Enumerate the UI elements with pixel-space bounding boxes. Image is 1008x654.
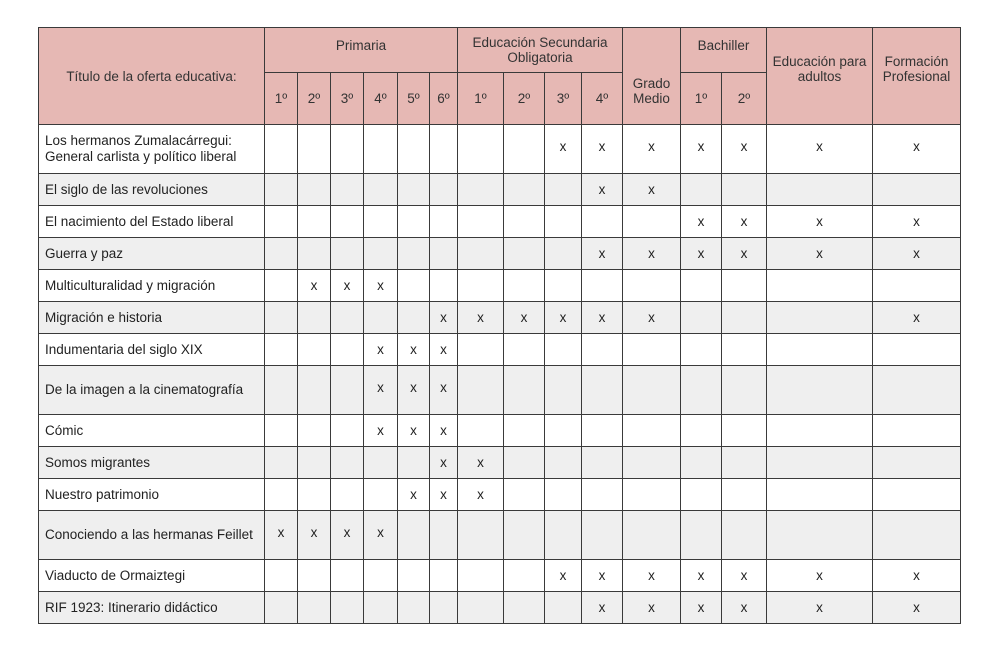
level-cell: x — [722, 125, 767, 174]
level-cell — [398, 270, 430, 302]
level-cell: x — [582, 174, 623, 206]
level-cell: x — [681, 125, 722, 174]
level-cell — [364, 560, 398, 592]
offer-title: Indumentaria del siglo XIX — [39, 334, 265, 366]
level-cell: x — [722, 238, 767, 270]
level-cell — [458, 592, 504, 624]
level-cell: x — [430, 302, 458, 334]
level-cell — [331, 415, 364, 447]
level-cell — [458, 366, 504, 415]
level-cell: x — [873, 592, 961, 624]
level-cell — [265, 238, 298, 270]
level-cell: x — [398, 334, 430, 366]
offer-title: El nacimiento del Estado liberal — [39, 206, 265, 238]
level-cell — [364, 302, 398, 334]
level-cell: x — [298, 270, 331, 302]
level-cell: x — [364, 270, 398, 302]
header-eso-4: 4º — [582, 73, 623, 125]
level-cell: x — [767, 592, 873, 624]
level-cell — [767, 334, 873, 366]
level-cell — [331, 592, 364, 624]
level-cell — [331, 174, 364, 206]
header-bachiller-2: 2º — [722, 73, 767, 125]
level-cell — [364, 206, 398, 238]
level-cell: x — [767, 560, 873, 592]
level-cell — [582, 447, 623, 479]
level-cell — [504, 415, 545, 447]
offer-title: De la imagen a la cinematografía — [39, 366, 265, 415]
level-cell — [331, 302, 364, 334]
level-cell — [545, 511, 582, 560]
level-cell — [430, 238, 458, 270]
level-cell — [398, 592, 430, 624]
level-cell: x — [623, 592, 681, 624]
level-cell — [265, 334, 298, 366]
table-row — [39, 174, 961, 206]
level-cell — [545, 206, 582, 238]
level-cell: x — [545, 125, 582, 174]
level-cell — [458, 270, 504, 302]
level-cell: x — [722, 592, 767, 624]
level-cell — [582, 270, 623, 302]
offer-title: Viaducto de Ormaiztegi — [39, 560, 265, 592]
level-cell — [458, 206, 504, 238]
level-cell — [873, 334, 961, 366]
offer-title: Somos migrantes — [39, 447, 265, 479]
level-cell: x — [681, 592, 722, 624]
level-cell — [458, 560, 504, 592]
level-cell — [331, 238, 364, 270]
level-cell: x — [873, 206, 961, 238]
level-cell — [458, 125, 504, 174]
table-row — [39, 334, 961, 366]
level-cell: x — [364, 334, 398, 366]
table-row — [39, 511, 961, 560]
level-cell: x — [722, 206, 767, 238]
level-cell — [265, 366, 298, 415]
level-cell: x — [364, 366, 398, 415]
level-cell — [545, 479, 582, 511]
level-cell — [398, 125, 430, 174]
level-cell — [265, 560, 298, 592]
level-cell: x — [623, 238, 681, 270]
level-cell — [545, 238, 582, 270]
level-cell — [681, 415, 722, 447]
header-eso-1: 1º — [458, 73, 504, 125]
header-grado-medio: Grado Medio — [623, 28, 681, 125]
level-cell — [398, 447, 430, 479]
level-cell: x — [623, 560, 681, 592]
level-cell — [298, 206, 331, 238]
level-cell — [722, 447, 767, 479]
header-title: Título de la oferta educativa: — [39, 28, 265, 125]
level-cell: x — [681, 206, 722, 238]
level-cell — [545, 592, 582, 624]
level-cell: x — [767, 206, 873, 238]
level-cell — [582, 415, 623, 447]
level-cell — [767, 415, 873, 447]
level-cell — [767, 174, 873, 206]
header-primaria-2: 2º — [298, 73, 331, 125]
level-cell — [873, 479, 961, 511]
level-cell: x — [582, 238, 623, 270]
level-cell — [545, 415, 582, 447]
level-cell — [398, 302, 430, 334]
level-cell: x — [582, 125, 623, 174]
level-cell — [504, 479, 545, 511]
header-primaria-5: 5º — [398, 73, 430, 125]
level-cell — [298, 334, 331, 366]
level-cell — [681, 366, 722, 415]
level-cell: x — [545, 302, 582, 334]
level-cell — [298, 302, 331, 334]
level-cell — [265, 592, 298, 624]
level-cell: x — [430, 334, 458, 366]
offer-title: El siglo de las revoluciones — [39, 174, 265, 206]
level-cell — [582, 511, 623, 560]
level-cell: x — [430, 479, 458, 511]
header-eso: Educación Secundaria Obligatoria — [458, 28, 623, 73]
level-cell: x — [582, 560, 623, 592]
level-cell: x — [722, 560, 767, 592]
level-cell — [504, 334, 545, 366]
level-cell — [545, 366, 582, 415]
offer-title: RIF 1923: Itinerario didáctico — [39, 592, 265, 624]
level-cell: x — [545, 560, 582, 592]
level-cell — [722, 302, 767, 334]
header-bachiller: Bachiller — [681, 28, 767, 73]
level-cell — [681, 479, 722, 511]
level-cell — [767, 479, 873, 511]
level-cell — [504, 174, 545, 206]
level-cell — [873, 415, 961, 447]
level-cell — [545, 174, 582, 206]
level-cell — [398, 206, 430, 238]
level-cell: x — [504, 302, 545, 334]
level-cell — [504, 238, 545, 270]
level-cell — [873, 511, 961, 560]
level-cell — [545, 447, 582, 479]
level-cell: x — [582, 302, 623, 334]
level-cell — [681, 174, 722, 206]
level-cell — [545, 270, 582, 302]
level-cell — [265, 125, 298, 174]
level-cell — [722, 366, 767, 415]
level-cell — [767, 302, 873, 334]
level-cell: x — [767, 238, 873, 270]
level-cell — [504, 560, 545, 592]
table-row — [39, 238, 961, 270]
level-cell: x — [458, 302, 504, 334]
level-cell: x — [265, 511, 298, 560]
level-cell — [265, 479, 298, 511]
level-cell — [298, 366, 331, 415]
header-eso-2: 2º — [504, 73, 545, 125]
table-row — [39, 366, 961, 415]
offer-title: Cómic — [39, 415, 265, 447]
level-cell — [364, 479, 398, 511]
table-row — [39, 447, 961, 479]
level-cell — [331, 447, 364, 479]
level-cell — [458, 238, 504, 270]
level-cell — [722, 174, 767, 206]
header-primaria-1: 1º — [265, 73, 298, 125]
level-cell: x — [873, 125, 961, 174]
level-cell — [767, 511, 873, 560]
level-cell: x — [458, 447, 504, 479]
level-cell — [265, 206, 298, 238]
level-cell — [430, 206, 458, 238]
level-cell — [430, 125, 458, 174]
level-cell — [430, 592, 458, 624]
level-cell — [398, 174, 430, 206]
level-cell: x — [582, 592, 623, 624]
level-cell — [331, 479, 364, 511]
level-cell — [265, 415, 298, 447]
table-row — [39, 479, 961, 511]
level-cell — [265, 270, 298, 302]
table-row — [39, 125, 961, 174]
level-cell — [298, 238, 331, 270]
level-cell — [722, 511, 767, 560]
level-cell — [873, 366, 961, 415]
level-cell: x — [364, 511, 398, 560]
level-cell — [298, 592, 331, 624]
level-cell — [722, 415, 767, 447]
level-cell: x — [430, 366, 458, 415]
table-row — [39, 270, 961, 302]
offer-title: Migración e historia — [39, 302, 265, 334]
level-cell — [582, 479, 623, 511]
level-cell — [265, 174, 298, 206]
header-primaria-4: 4º — [364, 73, 398, 125]
level-cell — [364, 174, 398, 206]
level-cell — [458, 174, 504, 206]
header-primaria: Primaria — [265, 28, 458, 73]
level-cell — [623, 447, 681, 479]
level-cell — [873, 270, 961, 302]
level-cell — [504, 511, 545, 560]
level-cell — [331, 125, 364, 174]
table-row — [39, 592, 961, 624]
offer-title: Multiculturalidad y migración — [39, 270, 265, 302]
level-cell — [681, 270, 722, 302]
level-cell: x — [623, 174, 681, 206]
level-cell: x — [430, 447, 458, 479]
level-cell — [504, 592, 545, 624]
level-cell: x — [331, 270, 364, 302]
level-cell — [504, 447, 545, 479]
level-cell — [331, 334, 364, 366]
level-cell — [681, 334, 722, 366]
level-cell — [398, 511, 430, 560]
table-row — [39, 206, 961, 238]
level-cell — [331, 560, 364, 592]
level-cell: x — [398, 366, 430, 415]
level-cell — [298, 125, 331, 174]
level-cell: x — [623, 125, 681, 174]
level-cell — [722, 270, 767, 302]
level-cell: x — [398, 479, 430, 511]
level-cell — [265, 447, 298, 479]
level-cell — [873, 447, 961, 479]
level-cell — [504, 206, 545, 238]
level-cell — [331, 366, 364, 415]
level-cell — [504, 366, 545, 415]
header-fp: Formación Profesional — [873, 28, 961, 125]
level-cell — [623, 511, 681, 560]
header-bachiller-1: 1º — [681, 73, 722, 125]
level-cell: x — [430, 415, 458, 447]
level-cell — [331, 206, 364, 238]
level-cell — [298, 479, 331, 511]
level-cell — [722, 334, 767, 366]
level-cell — [582, 334, 623, 366]
level-cell: x — [623, 302, 681, 334]
level-cell — [298, 415, 331, 447]
level-cell — [582, 366, 623, 415]
level-cell — [504, 270, 545, 302]
level-cell — [767, 270, 873, 302]
level-cell — [623, 479, 681, 511]
level-cell — [430, 270, 458, 302]
level-cell — [681, 511, 722, 560]
level-cell: x — [873, 238, 961, 270]
table-row — [39, 302, 961, 334]
level-cell — [873, 174, 961, 206]
level-cell: x — [681, 238, 722, 270]
level-cell — [458, 511, 504, 560]
level-cell — [623, 334, 681, 366]
offer-table — [38, 27, 961, 624]
level-cell — [504, 125, 545, 174]
level-cell — [430, 511, 458, 560]
level-cell — [364, 447, 398, 479]
level-cell: x — [364, 415, 398, 447]
header-adultos: Educación para adultos — [767, 28, 873, 125]
level-cell: x — [298, 511, 331, 560]
level-cell — [623, 206, 681, 238]
level-cell: x — [873, 560, 961, 592]
offer-title: Conociendo a las hermanas Feillet — [39, 511, 265, 560]
level-cell — [545, 334, 582, 366]
level-cell — [430, 560, 458, 592]
level-cell — [298, 447, 331, 479]
level-cell — [265, 302, 298, 334]
header-primaria-6: 6º — [430, 73, 458, 125]
level-cell — [430, 174, 458, 206]
table-row — [39, 560, 961, 592]
level-cell — [364, 592, 398, 624]
level-cell — [364, 125, 398, 174]
table-row — [39, 415, 961, 447]
level-cell: x — [681, 560, 722, 592]
level-cell — [398, 238, 430, 270]
level-cell — [458, 334, 504, 366]
level-cell — [767, 447, 873, 479]
level-cell — [767, 366, 873, 415]
level-cell — [681, 447, 722, 479]
level-cell: x — [458, 479, 504, 511]
header-eso-3: 3º — [545, 73, 582, 125]
level-cell — [458, 415, 504, 447]
offer-title: Nuestro patrimonio — [39, 479, 265, 511]
level-cell — [364, 238, 398, 270]
level-cell: x — [331, 511, 364, 560]
level-cell: x — [767, 125, 873, 174]
offer-title: Guerra y paz — [39, 238, 265, 270]
level-cell — [623, 270, 681, 302]
level-cell — [722, 479, 767, 511]
level-cell — [398, 560, 430, 592]
level-cell: x — [398, 415, 430, 447]
level-cell — [623, 415, 681, 447]
level-cell: x — [873, 302, 961, 334]
level-cell — [582, 206, 623, 238]
level-cell — [681, 302, 722, 334]
level-cell — [623, 366, 681, 415]
level-cell — [298, 560, 331, 592]
offer-title: Los hermanos Zumalacárregui: General carlista y político liberal — [39, 125, 265, 174]
level-cell — [298, 174, 331, 206]
header-primaria-3: 3º — [331, 73, 364, 125]
